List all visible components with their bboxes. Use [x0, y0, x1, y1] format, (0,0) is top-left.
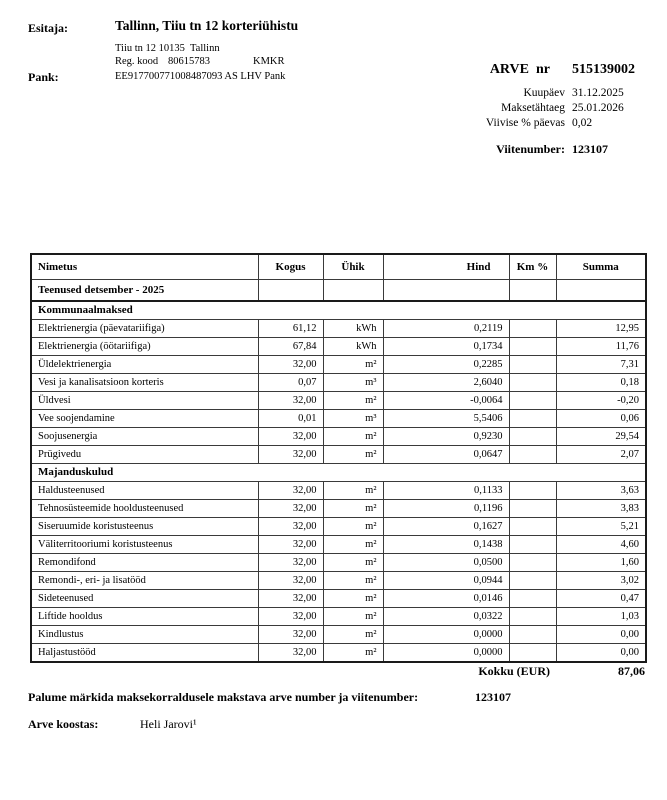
cell-hind: 0,2119	[383, 320, 509, 338]
cell-nimetus: Remondi-, eri- ja lisatööd	[31, 572, 258, 590]
cell-kogus: 32,00	[258, 536, 323, 554]
cell-kogus: 32,00	[258, 392, 323, 410]
cell-nimetus: Remondifond	[31, 554, 258, 572]
cell-km	[509, 500, 556, 518]
cell-hind: 0,1627	[383, 518, 509, 536]
cell-km	[509, 428, 556, 446]
table-row	[31, 590, 646, 608]
col-km: Km %	[509, 254, 556, 280]
cell-yhik: m²	[323, 644, 383, 663]
invoice-table-body	[31, 280, 646, 663]
cell-yhik: m²	[323, 500, 383, 518]
cell-hind: 0,0000	[383, 626, 509, 644]
cell-kogus: 32,00	[258, 446, 323, 464]
maksetahtaeg-value: 25.01.2026	[572, 102, 624, 114]
cell-nimetus: Üldvesi	[31, 392, 258, 410]
cell-yhik: m²	[323, 554, 383, 572]
cell-km	[509, 518, 556, 536]
payment-note-label: Palume märkida maksekorraldusele makstava arve number ja viitenumber:	[28, 690, 419, 704]
cell-kogus: 32,00	[258, 356, 323, 374]
invoice-table	[30, 253, 647, 663]
cell-summa: 11,76	[556, 338, 646, 356]
table-row	[31, 644, 646, 663]
table-row	[31, 320, 646, 338]
cell-hind: 2,6040	[383, 374, 509, 392]
cell-yhik: m²	[323, 356, 383, 374]
col-kogus: Kogus	[258, 254, 323, 280]
cell-summa: 0,00	[556, 626, 646, 644]
cell-nimetus: Vesi ja kanalisatsioon korteris	[31, 374, 258, 392]
cell-nimetus: Üldelektrienergia	[31, 356, 258, 374]
cell-yhik: m²	[323, 536, 383, 554]
cell-summa: 0,00	[556, 644, 646, 663]
cell-hind: 0,1734	[383, 338, 509, 356]
table-row	[31, 626, 646, 644]
cell-hind: -0,0064	[383, 392, 509, 410]
cell-nimetus: Elektrienergia (päevatariifiga)	[31, 320, 258, 338]
cell-yhik: m²	[323, 392, 383, 410]
cell-nimetus: Prügivedu	[31, 446, 258, 464]
cell-km	[509, 320, 556, 338]
table-row	[31, 410, 646, 428]
cell-kogus: 32,00	[258, 482, 323, 500]
table-row	[31, 338, 646, 356]
table-row	[31, 608, 646, 626]
cell-km	[509, 626, 556, 644]
kuupaev-label: Kuupäev	[523, 87, 565, 99]
cell-kogus: 67,84	[258, 338, 323, 356]
table-row	[31, 554, 646, 572]
viitenumber-label: Viitenumber:	[496, 142, 565, 156]
cell-yhik: m³	[323, 374, 383, 392]
cell-km	[509, 554, 556, 572]
cell-km	[509, 392, 556, 410]
esitaja-label: Esitaja:	[28, 21, 68, 35]
cell-km	[509, 608, 556, 626]
period-label: Teenused detsember - 2025	[31, 280, 258, 302]
cell-yhik: m²	[323, 608, 383, 626]
cell-yhik: m²	[323, 446, 383, 464]
cell-yhik: m²	[323, 590, 383, 608]
payment-note-reference: 123107	[475, 690, 511, 704]
table-row	[31, 446, 646, 464]
reg-kood-label: Reg. kood	[115, 56, 159, 67]
cell-summa: 0,47	[556, 590, 646, 608]
cell-kogus: 32,00	[258, 644, 323, 663]
cell-km	[509, 536, 556, 554]
kuupaev-value: 31.12.2025	[572, 87, 624, 99]
cell-nimetus: Liftide hooldus	[31, 608, 258, 626]
cell-nimetus: Siseruumide koristusteenus	[31, 518, 258, 536]
cell-summa: 0,18	[556, 374, 646, 392]
cell-yhik: m²	[323, 572, 383, 590]
cell-nimetus: Sideteenused	[31, 590, 258, 608]
cell-nimetus: Kindlustus	[31, 626, 258, 644]
cell-km	[509, 410, 556, 428]
cell-km	[509, 590, 556, 608]
cell-hind: 0,0146	[383, 590, 509, 608]
period-empty-cell	[556, 280, 646, 302]
cell-nimetus: Haljastustööd	[31, 644, 258, 663]
cell-kogus: 61,12	[258, 320, 323, 338]
cell-summa: 3,83	[556, 500, 646, 518]
table-row	[31, 428, 646, 446]
cell-nimetus: Väliterritooriumi koristusteenus	[31, 536, 258, 554]
table-row	[31, 536, 646, 554]
cell-hind: 0,1438	[383, 536, 509, 554]
table-row	[31, 374, 646, 392]
period-empty-cell	[323, 280, 383, 302]
table-row	[31, 356, 646, 374]
pank-label: Pank:	[28, 70, 59, 84]
table-header-row	[31, 254, 646, 280]
cell-nimetus: Tehnosüsteemide hooldusteenused	[31, 500, 258, 518]
cell-summa: 3,63	[556, 482, 646, 500]
section-header-row	[31, 464, 646, 482]
cell-yhik: m²	[323, 518, 383, 536]
period-empty-cell	[509, 280, 556, 302]
cell-hind: 0,0322	[383, 608, 509, 626]
cell-hind: 0,0000	[383, 644, 509, 663]
cell-kogus: 32,00	[258, 518, 323, 536]
period-empty-cell	[383, 280, 509, 302]
table-row	[31, 500, 646, 518]
cell-yhik: kWh	[323, 320, 383, 338]
col-yhik: Ühik	[323, 254, 383, 280]
cell-kogus: 32,00	[258, 428, 323, 446]
cell-kogus: 32,00	[258, 500, 323, 518]
arve-koostas-label: Arve koostas:	[28, 717, 99, 731]
table-row	[31, 392, 646, 410]
cell-summa: 4,60	[556, 536, 646, 554]
cell-summa: 29,54	[556, 428, 646, 446]
arve-nr-value: 515139002	[572, 62, 635, 77]
cell-kogus: 32,00	[258, 626, 323, 644]
cell-km	[509, 338, 556, 356]
cell-hind: 0,0500	[383, 554, 509, 572]
cell-nimetus: Soojusenergia	[31, 428, 258, 446]
col-hind: Hind	[383, 254, 509, 280]
cell-hind: 0,0944	[383, 572, 509, 590]
kokku-label: Kokku (EUR)	[478, 664, 550, 678]
cell-yhik: m²	[323, 428, 383, 446]
section-title: Kommunaalmaksed	[31, 301, 646, 320]
cell-yhik: m²	[323, 482, 383, 500]
cell-nimetus: Vee soojendamine	[31, 410, 258, 428]
cell-summa: 1,60	[556, 554, 646, 572]
bank-account: EE917700771008487093 AS LHV Pank	[115, 71, 286, 82]
cell-km	[509, 356, 556, 374]
cell-summa: 1,03	[556, 608, 646, 626]
cell-summa: 3,02	[556, 572, 646, 590]
period-row	[31, 280, 646, 302]
table-row	[31, 572, 646, 590]
arve-koostas-value: Heli Jarovi¹	[140, 717, 197, 731]
cell-nimetus: Haldusteenused	[31, 482, 258, 500]
cell-kogus: 32,00	[258, 590, 323, 608]
cell-hind: 0,2285	[383, 356, 509, 374]
table-row	[31, 482, 646, 500]
maksetahtaeg-label: Maksetähtaeg	[501, 102, 565, 114]
cell-kogus: 0,01	[258, 410, 323, 428]
col-summa: Summa	[556, 254, 646, 280]
cell-yhik: m³	[323, 410, 383, 428]
cell-km	[509, 446, 556, 464]
reg-kood-value: 80615783	[168, 56, 210, 67]
cell-summa: 12,95	[556, 320, 646, 338]
kokku-value: 87,06	[618, 664, 645, 678]
viivise-value: 0,02	[572, 117, 593, 129]
cell-km	[509, 482, 556, 500]
cell-summa: 0,06	[556, 410, 646, 428]
col-nimetus: Nimetus	[31, 254, 258, 280]
cell-hind: 0,1133	[383, 482, 509, 500]
cell-hind: 5,5406	[383, 410, 509, 428]
section-header-row	[31, 301, 646, 320]
cell-summa: 5,21	[556, 518, 646, 536]
cell-km	[509, 644, 556, 663]
cell-summa: -0,20	[556, 392, 646, 410]
cell-km	[509, 572, 556, 590]
viitenumber-value: 123107	[572, 142, 608, 156]
arve-nr-label: ARVE nr	[489, 62, 550, 77]
cell-kogus: 32,00	[258, 554, 323, 572]
company-address: Tiiu tn 12 10135 Tallinn	[115, 43, 220, 54]
cell-hind: 0,9230	[383, 428, 509, 446]
cell-summa: 2,07	[556, 446, 646, 464]
table-row	[31, 518, 646, 536]
cell-summa: 7,31	[556, 356, 646, 374]
company-name: Tallinn, Tiiu tn 12 korteriühistu	[115, 18, 299, 33]
cell-hind: 0,1196	[383, 500, 509, 518]
cell-nimetus: Elektrienergia (öötariifiga)	[31, 338, 258, 356]
cell-km	[509, 374, 556, 392]
cell-kogus: 0,07	[258, 374, 323, 392]
kmkr-label: KMKR	[253, 56, 285, 67]
period-empty-cell	[258, 280, 323, 302]
cell-kogus: 32,00	[258, 572, 323, 590]
section-title: Majanduskulud	[31, 464, 646, 482]
cell-yhik: m²	[323, 626, 383, 644]
viivise-label: Viivise % päevas	[485, 117, 565, 129]
cell-yhik: kWh	[323, 338, 383, 356]
cell-kogus: 32,00	[258, 608, 323, 626]
cell-hind: 0,0647	[383, 446, 509, 464]
